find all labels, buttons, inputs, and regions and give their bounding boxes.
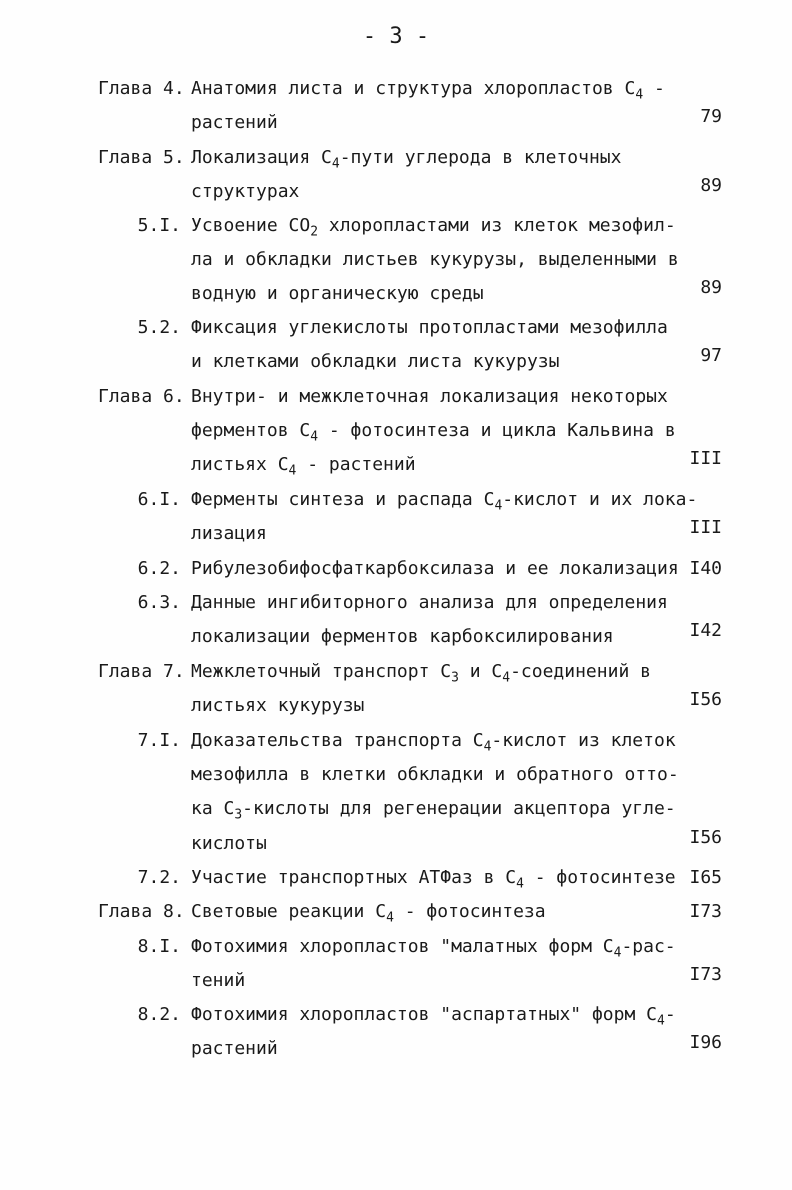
subscript: 3 <box>234 807 243 823</box>
title-text: лизация <box>191 523 267 545</box>
entry-title-line <box>191 317 668 338</box>
entry-title-line <box>191 420 676 445</box>
title-text: ферментов С <box>191 420 311 442</box>
subscript: 4 <box>483 739 492 755</box>
title-text: локализации ферментов карбоксилирования <box>191 626 614 648</box>
title-text: -рас- <box>621 936 676 957</box>
entry-title-line <box>191 147 622 172</box>
title-text: - фотосинтеза и цикла Кальвина в <box>318 420 676 442</box>
chapter-label: Глава 8. <box>98 901 185 922</box>
title-text: Анатомия листа и структура хлоропластов С <box>191 78 636 99</box>
title-text: Участие транспортных АТФаз в С <box>191 867 517 888</box>
entry-title-line <box>191 1038 278 1059</box>
section-label: 8.2. <box>137 1004 181 1025</box>
entry-title-line <box>191 867 676 892</box>
section-label: 5.I. <box>137 215 181 236</box>
title-text: Рибулезобифосфаткарбоксилаза и ее локализация <box>191 558 679 579</box>
title-text: мезофилла в клетки обкладки и обратного отто- <box>191 764 679 786</box>
page-ref: I96 <box>689 1032 722 1054</box>
subscript: 4 <box>613 945 622 961</box>
title-text: Локализация С <box>191 147 332 168</box>
chapter-label: Глава 5. <box>98 147 185 168</box>
entry-title-line <box>191 283 484 304</box>
entry-title-line <box>191 833 267 854</box>
entry-title-line <box>191 936 676 961</box>
entry-title-line <box>191 901 546 926</box>
page-ref: I73 <box>689 964 722 986</box>
subscript: 2 <box>310 224 319 240</box>
subscript: 4 <box>502 670 511 686</box>
chapter-label: Глава 6. <box>98 386 185 407</box>
page-ref: I56 <box>689 826 722 848</box>
title-text: Внутри- и межклеточная локализация некоторых <box>191 386 668 407</box>
entry-title-line <box>191 249 679 270</box>
title-text: водную и органическую среды <box>191 283 484 305</box>
entry-title-line <box>191 489 698 514</box>
title-text: листьях С <box>191 454 289 476</box>
entry-title-line <box>191 181 299 202</box>
subscript: 4 <box>331 156 340 172</box>
entry-title-line <box>191 1004 676 1029</box>
title-text: - <box>643 78 665 99</box>
title-text: Фиксация углекислоты протопластами мезофилла <box>191 317 668 338</box>
page-ref: I40 <box>689 558 722 579</box>
section-label: 6.I. <box>137 489 181 510</box>
title-text: Данные ингибиторного анализа для определения <box>191 592 668 613</box>
title-text: растений <box>191 112 278 134</box>
page-ref: III <box>689 448 722 470</box>
entry-title-line <box>191 454 416 479</box>
title-text: ка С <box>191 798 235 820</box>
entry-title-line <box>191 386 668 407</box>
title-text: и С <box>458 661 503 682</box>
title-text: -пути углерода в клеточных <box>339 147 622 168</box>
subscript: 4 <box>310 429 319 445</box>
entry-title-line <box>191 558 679 579</box>
section-label: 7.2. <box>137 867 181 888</box>
title-text: - фотосинтезе <box>523 867 676 888</box>
entry-title-line <box>191 661 651 686</box>
title-text: -кислот и их лока- <box>502 489 698 510</box>
section-label: 6.2. <box>137 558 181 579</box>
entry-title-line <box>191 112 278 133</box>
title-text: структурах <box>191 181 300 203</box>
title-text: -кислот из клеток <box>491 730 676 751</box>
title-text: -соединений в <box>510 661 651 682</box>
section-label: 7.I. <box>137 730 181 751</box>
entry-title-line <box>191 592 668 613</box>
title-text: растений <box>191 1038 278 1060</box>
subscript: 4 <box>386 910 394 926</box>
title-text: Фотохимия хлоропластов "аспартатных" форм С <box>191 1004 657 1025</box>
subscript: 3 <box>451 670 459 686</box>
entry-title-line <box>191 351 559 372</box>
title-text: Фотохимия хлоропластов "малатных форм С <box>191 936 614 957</box>
entry-title-line <box>191 215 676 240</box>
entry-title-line <box>191 523 267 544</box>
title-text: хлоропластами из клеток мезофил- <box>318 215 676 236</box>
title-text: Межклеточный транспорт С <box>191 661 452 682</box>
section-label: 5.2. <box>137 317 181 338</box>
page-number: - 3 - <box>362 24 430 49</box>
entry-title-line <box>191 764 679 785</box>
entry-title-line <box>191 695 364 716</box>
entry-title-line <box>191 730 676 755</box>
section-label: 8.I. <box>137 936 181 957</box>
entry-title-line <box>191 78 665 103</box>
page-ref: I65 <box>689 867 722 888</box>
subscript: 4 <box>516 876 524 892</box>
entry-title-line <box>191 626 614 647</box>
entry-title-line <box>191 970 245 991</box>
title-text: - растений <box>296 454 416 476</box>
chapter-label: Глава 4. <box>98 78 185 99</box>
entry-title-line <box>191 798 676 823</box>
page-ref: III <box>689 517 722 539</box>
subscript: 4 <box>288 463 297 479</box>
title-text: Доказательства транспорта С <box>191 730 484 751</box>
subscript: 4 <box>657 1013 665 1029</box>
page-ref: I56 <box>689 689 722 711</box>
title-text: и клетками обкладки листа кукурузы <box>191 351 560 373</box>
subscript: 4 <box>635 87 644 103</box>
title-text: листьях кукурузы <box>191 695 365 717</box>
page-ref: 97 <box>700 345 722 367</box>
title-text: Световые реакции С <box>191 901 387 922</box>
title-text: Ферменты синтеза и распада С <box>191 489 495 510</box>
title-text: -кислоты для регенерации акцептора угле- <box>242 798 676 820</box>
page-ref: I42 <box>689 620 722 642</box>
chapter-label: Глава 7. <box>98 661 185 682</box>
page-ref: 89 <box>700 277 722 299</box>
page-ref: 79 <box>700 106 722 128</box>
title-text: Усвоение СО <box>191 215 311 236</box>
page-ref: 89 <box>700 175 722 197</box>
subscript: 4 <box>494 498 503 514</box>
title-text: тений <box>191 970 246 992</box>
title-text: - <box>664 1004 676 1025</box>
title-text: кислоты <box>191 832 267 854</box>
section-label: 6.3. <box>137 592 181 613</box>
page-ref: I73 <box>689 901 722 922</box>
title-text: - фотосинтеза <box>393 901 546 922</box>
title-text: ла и обкладки листьев кукурузы, выделенными в <box>191 249 679 271</box>
